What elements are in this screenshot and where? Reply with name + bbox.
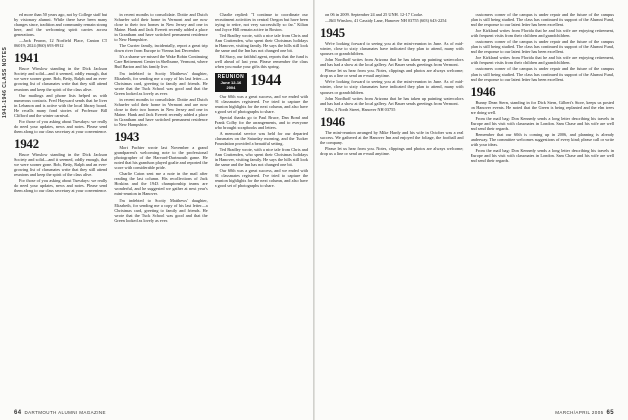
class-heading-1944: 1944	[250, 71, 282, 89]
class-note-paragraph: John Nordhoff writes from Arizona that he has taken up painting watercolors and has had a show at the local gallery. Art Bauer sends greetings from Vermont.	[320, 95, 464, 106]
right-page-columns	[320, 12, 614, 406]
left-page-columns	[14, 12, 308, 406]
class-note-paragraph: For those of you asking about Tuesdays: we really do need your updates, news and notes. Please send them along to our class secretary at your convenience.	[14, 118, 108, 134]
class-note-paragraph: Our 60th was a great success, and we ended with 91 classmates registered. I've tried to capture the reunion highlights for the next column, and also have a good set of photographs to share.	[214, 168, 308, 189]
text-column-1	[14, 12, 107, 406]
publication-name: DARTMOUTH ALUMNI MAGAZINE	[24, 410, 106, 415]
class-note-paragraph: We're looking forward to seeing you at the mini-reunion in June. As of mid-winter, close to sixty classmates have indicated they plan to attend, many with spouses or grandchildren.	[320, 41, 464, 57]
class-note-paragraph: Bruce Winslow standing in the Dick Jackson Society and solid—and it seemed, oddly enough, that we were sooner gone. Bob, Betty, Ralph and an ever-growing list of classmates write that they still attend reunions and keep the spirit of the class alive.	[14, 66, 108, 92]
class-note-paragraph: From the mail bag: Don Kennedy sends a long letter describing his travels in Europe and his visit with classmates in London. Sam Chase and his wife are well and send their regards.	[470, 148, 614, 164]
class-note-paragraph: The Currier family, incidentally, report a great trip down river from Europe to Vienna last December.	[114, 43, 208, 54]
text-column-2	[114, 12, 207, 406]
class-heading-1946: 1946	[470, 83, 496, 99]
class-note-paragraph: Ted Bradley wrote, with a nice tale from Chris and Ann Cruttenden, who spent their Christmas holidays in Hanover, visiting family. He says the hills still look the same and the Inn has not changed one bit.	[214, 33, 308, 54]
class-heading-1943: 1943	[114, 129, 140, 145]
class-note-paragraph: Please let us hear from you. Notes, clippings and photos are always welcome; drop us a line or send an e-mail anytime.	[320, 68, 464, 79]
class-note-paragraph: Our 60th was a great success, and we ended with 91 classmates registered. I've tried to capture the reunion highlights for the next column, and also have a good set of photographs to share.	[214, 93, 308, 114]
class-note-signoff: —Jack Fearon, 12 Norfield Place, Canton CT 06019; 2024 (860) 693-8912	[14, 38, 108, 49]
text-column-4	[320, 12, 464, 406]
page-number: 64	[14, 410, 22, 416]
reunion-heading-block	[215, 73, 308, 92]
class-note-paragraph: Joe Kirkland writes from Florida that he and his wife are enjoying retirement, with frequent visits from their children and grandchildren.	[470, 28, 614, 39]
text-column-5	[471, 12, 615, 406]
class-note-paragraph: John Nordhoff writes from Arizona that he has taken up painting watercolors and has had a show at the local gallery. Art Bauer sends greetings from Vermont.	[320, 57, 464, 68]
class-notes-side-tab-right	[618, 30, 626, 120]
class-note-paragraph: Mort Pachter wrote last November a grand grandparent's welcoming note to the professional photographer of the Harvard-Dartmouth game. He noted that his grandson played goalie and reported the score with considerable pride.	[114, 145, 208, 171]
class-heading-1942: 1942	[14, 135, 39, 151]
class-heading-1945: 1945	[320, 25, 345, 41]
class-note-paragraph: ed more than 50 years ago, not by College staff but by visionary alumni. While there have been many changes since, tradition and community remain strong here, and the welcoming spirit carries across generations.	[14, 12, 108, 38]
class-note-paragraph: Bruce Winslow standing in the Dick Jackson Society and solid—and it seemed, oddly enough, that we were sooner gone. Bob, Betty, Ralph and an ever-growing list of classmates write that they still attend reunions and keep the spirit of the class alive.	[14, 151, 108, 178]
class-heading-1946a: 1946	[320, 113, 345, 129]
issue-date: MARCH/APRIL 2005	[555, 410, 604, 415]
right-page	[314, 0, 628, 420]
class-note-paragraph: Ed Stacy, our faithful agent, reports that the fund is well ahead of last year. Please remember the class when you make your gifts this spring.	[214, 54, 308, 70]
class-note-paragraph: Ted Bradley wrote, with a nice tale from Chris and Ann Cruttenden, who spent their Christmas holidays in Hanover, visiting family. He says the hills still look the same and the Inn has not changed one bit.	[214, 146, 308, 168]
left-page-footer	[14, 410, 106, 416]
class-note-paragraph: Our mailings and phone lists helped us with numerous contacts. Fred Hayward sends that he lives in Lebanon and is active with the local library board. He recalls many fond stories of Professor Bill Clifford and the winter carnival.	[14, 92, 108, 118]
class-note-paragraph: on 06 in 2009. September 24 and 25 UNH. 12-17 Cooke.	[325, 12, 424, 17]
class-note-paragraph: For those of you asking about Tuesdays: we really do need your updates, news and notes. Please send them along to our class secretary at your convenience.	[14, 178, 108, 194]
class-note-paragraph: Bunny Dean Stern, standing in for Dick Stern, Gilbert's Store, keeps us posted on Hanover events. He noted that the Green is being replanted and the elm trees are doing well.	[470, 99, 614, 115]
class-note-paragraph: From the mail bag: Don Kennedy sends a long letter describing his travels in Europe and his visit with classmates in London. Sam Chase and his wife are well and send their regards.	[470, 115, 614, 131]
class-note-paragraph: Remember that our 60th is coming up in 2006, and planning is already underway. The committee welcomes suggestions of every kind; please call or write with your ideas.	[470, 131, 614, 147]
class-note-paragraph: in recent months to consolidate. Dottie and Dutch Schaefer sold their home in Vermont and are now close to their two homes in New Jersey and one in Maine. Hank and Jack Everett recently added a place in Grantham and have switched permanent residence to New Hampshire.	[114, 12, 208, 43]
reunion-badge: REUNION June 12-16 2004	[215, 73, 248, 92]
class-note-signoff: —Bill Winslow, 41 Cassidy Lane, Hanover NH 03755 (603) 643-2254	[325, 18, 447, 24]
class-note-paragraph: I'm indebted to Scotty Matthews' daughter, Elizabeth, for sending me a copy of his last letter—a Christmas card, greeting to family and friends. He wrote that the Tuck School was good and that the Green looked as lovely as ever.	[114, 197, 208, 223]
class-note-paragraph: A memorial service was held for our departed classmates on the Saturday morning, and the Tucker Foundation provided a beautiful setting.	[214, 130, 308, 146]
class-note-paragraph: in recent months to consolidate. Dottie and Dutch Schaefer sold their home in Vermont and are now close to their two homes in New Jersey and one in Maine. Hank and Jack Everett recently added a place in Grantham and have switched permanent residence to New Hampshire.	[114, 96, 208, 127]
class-note-signoff: Ellis, 4 North Street, Hanover NH 03755	[325, 106, 396, 112]
class-note-paragraph: Special thanks go to Paul Bruce, Dan Bond and Frank Colby for the arrangements, and to everyone who brought scrapbooks and letters.	[214, 114, 308, 130]
right-page-footer	[555, 410, 614, 416]
class-note-paragraph: customers corner of the campus is under repair and the future of the campus plan is still being studied. The class has continued its support of the Alumni Fund, and the response to our latest letter has been excellent.	[470, 39, 614, 55]
class-heading-1941: 1941	[14, 50, 39, 66]
class-notes-side-tab: 1941-1946 CLASS NOTES	[2, 46, 8, 118]
class-note-paragraph: I'm indebted to Scotty Matthews' daughter, Elizabeth, for sending me a copy of his last letter—a Christmas card, greeting to family and friends. He wrote that the Tuck School was good and that the Green looked as lovely as ever.	[114, 70, 208, 96]
text-column-3	[215, 12, 308, 406]
class-note-paragraph: customers corner of the campus is under repair and the future of the campus plan is still being studied. The class has continued its support of the Alumni Fund, and the response to our latest letter has been excellent.	[470, 12, 614, 28]
class-note-paragraph: It's a shame we missed the Wake Robin Continuing Care Retirement Center in Shelburne, Vermont, where Bud Barton and his family live.	[114, 54, 208, 70]
class-note-paragraph: Please let us hear from you. Notes, clippings and photos are always welcome; drop us a line or send an e-mail anytime.	[320, 145, 464, 156]
class-note-paragraph: Charlie Caton sent me a note in the mail after reading the last column. His recollections of Jack Hoskins and the 1943 championship teams are wonderful, and he suggested we gather at next year's mini-reunion in Hanover.	[114, 171, 208, 197]
class-note-paragraph: The mini-reunion arranged by Mike Hardy and his wife in October was a real success. We gathered at the Hanover Inn and enjoyed the foliage, the football and the company.	[320, 129, 464, 145]
page-number: 65	[606, 410, 614, 416]
class-note-paragraph: Charlie replied: "I continue to coordinate our recruitment activities in central Oregon but have been trying to retire, not very successfully so far." Kilian and Joyce Hill remain active in Boston.	[214, 12, 308, 33]
class-note-paragraph: customers corner of the campus is under repair and the future of the campus plan is still being studied. The class has continued its support of the Alumni Fund, and the response to our latest letter has been excellent.	[470, 66, 614, 82]
class-note-paragraph: Joe Kirkland writes from Florida that he and his wife are enjoying retirement, with frequent visits from their children and grandchildren.	[470, 55, 614, 66]
class-note-paragraph: We're looking forward to seeing you at the mini-reunion in June. As of mid-winter, close to sixty classmates have indicated they plan to attend, many with spouses or grandchildren.	[320, 79, 464, 95]
